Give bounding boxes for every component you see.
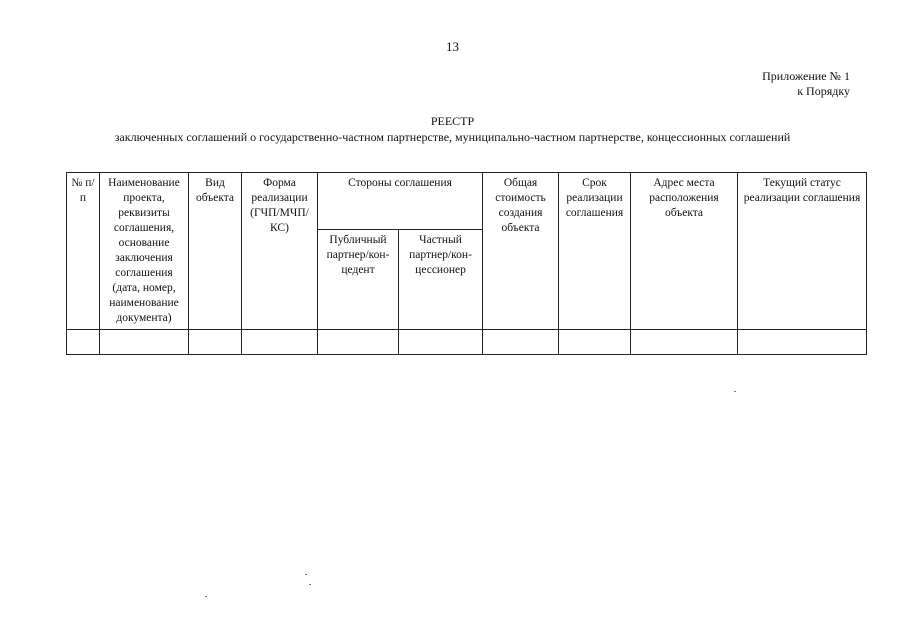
header-kind: Вид объекта — [189, 173, 242, 330]
cell-form — [242, 330, 318, 355]
registry-table — [66, 172, 867, 355]
header-term: Срок реализации соглашения — [559, 173, 631, 330]
scan-speck — [734, 391, 736, 392]
page-number: 13 — [446, 39, 459, 54]
header-address: Адрес места расположения объекта — [631, 173, 738, 330]
header-form: Форма реализации (ГЧП/МЧП/КС) — [242, 173, 318, 330]
cell-num — [67, 330, 100, 355]
scan-speck — [305, 574, 307, 575]
scan-speck — [205, 596, 207, 597]
header-status: Текущий статус реализации соглашения — [738, 173, 867, 330]
document-title — [0, 113, 905, 145]
cell-cost — [483, 330, 559, 355]
title-heading: РЕЕСТР — [430, 114, 475, 128]
cell-name — [100, 330, 189, 355]
cell-term — [559, 330, 631, 355]
appendix-line-2: к Порядку — [797, 84, 850, 98]
header-row — [67, 173, 867, 230]
table-row — [67, 330, 867, 355]
header-private-partner: Частный партнер/кон-цессионер — [399, 230, 483, 330]
header-public-partner: Публичный партнер/кон-цедент — [318, 230, 399, 330]
header-name: Наименование проекта, реквизиты соглашения, основание заключения соглашения (дата, номер, наименование документа) — [100, 173, 189, 330]
cell-status — [738, 330, 867, 355]
cell-kind — [189, 330, 242, 355]
appendix-note — [762, 69, 850, 99]
header-parties: Стороны соглашения — [318, 173, 483, 230]
scan-speck — [309, 584, 311, 585]
cell-public-partner — [318, 330, 399, 355]
cell-address — [631, 330, 738, 355]
appendix-line-1: Приложение № 1 — [762, 69, 850, 83]
header-num: № п/п — [67, 173, 100, 330]
header-cost: Общая стоимость создания объекта — [483, 173, 559, 330]
cell-private-partner — [399, 330, 483, 355]
title-subheading: заключенных соглашений о государственно-частном партнерстве, муниципально-частном партнерстве, концессионных соглашений — [114, 130, 791, 144]
